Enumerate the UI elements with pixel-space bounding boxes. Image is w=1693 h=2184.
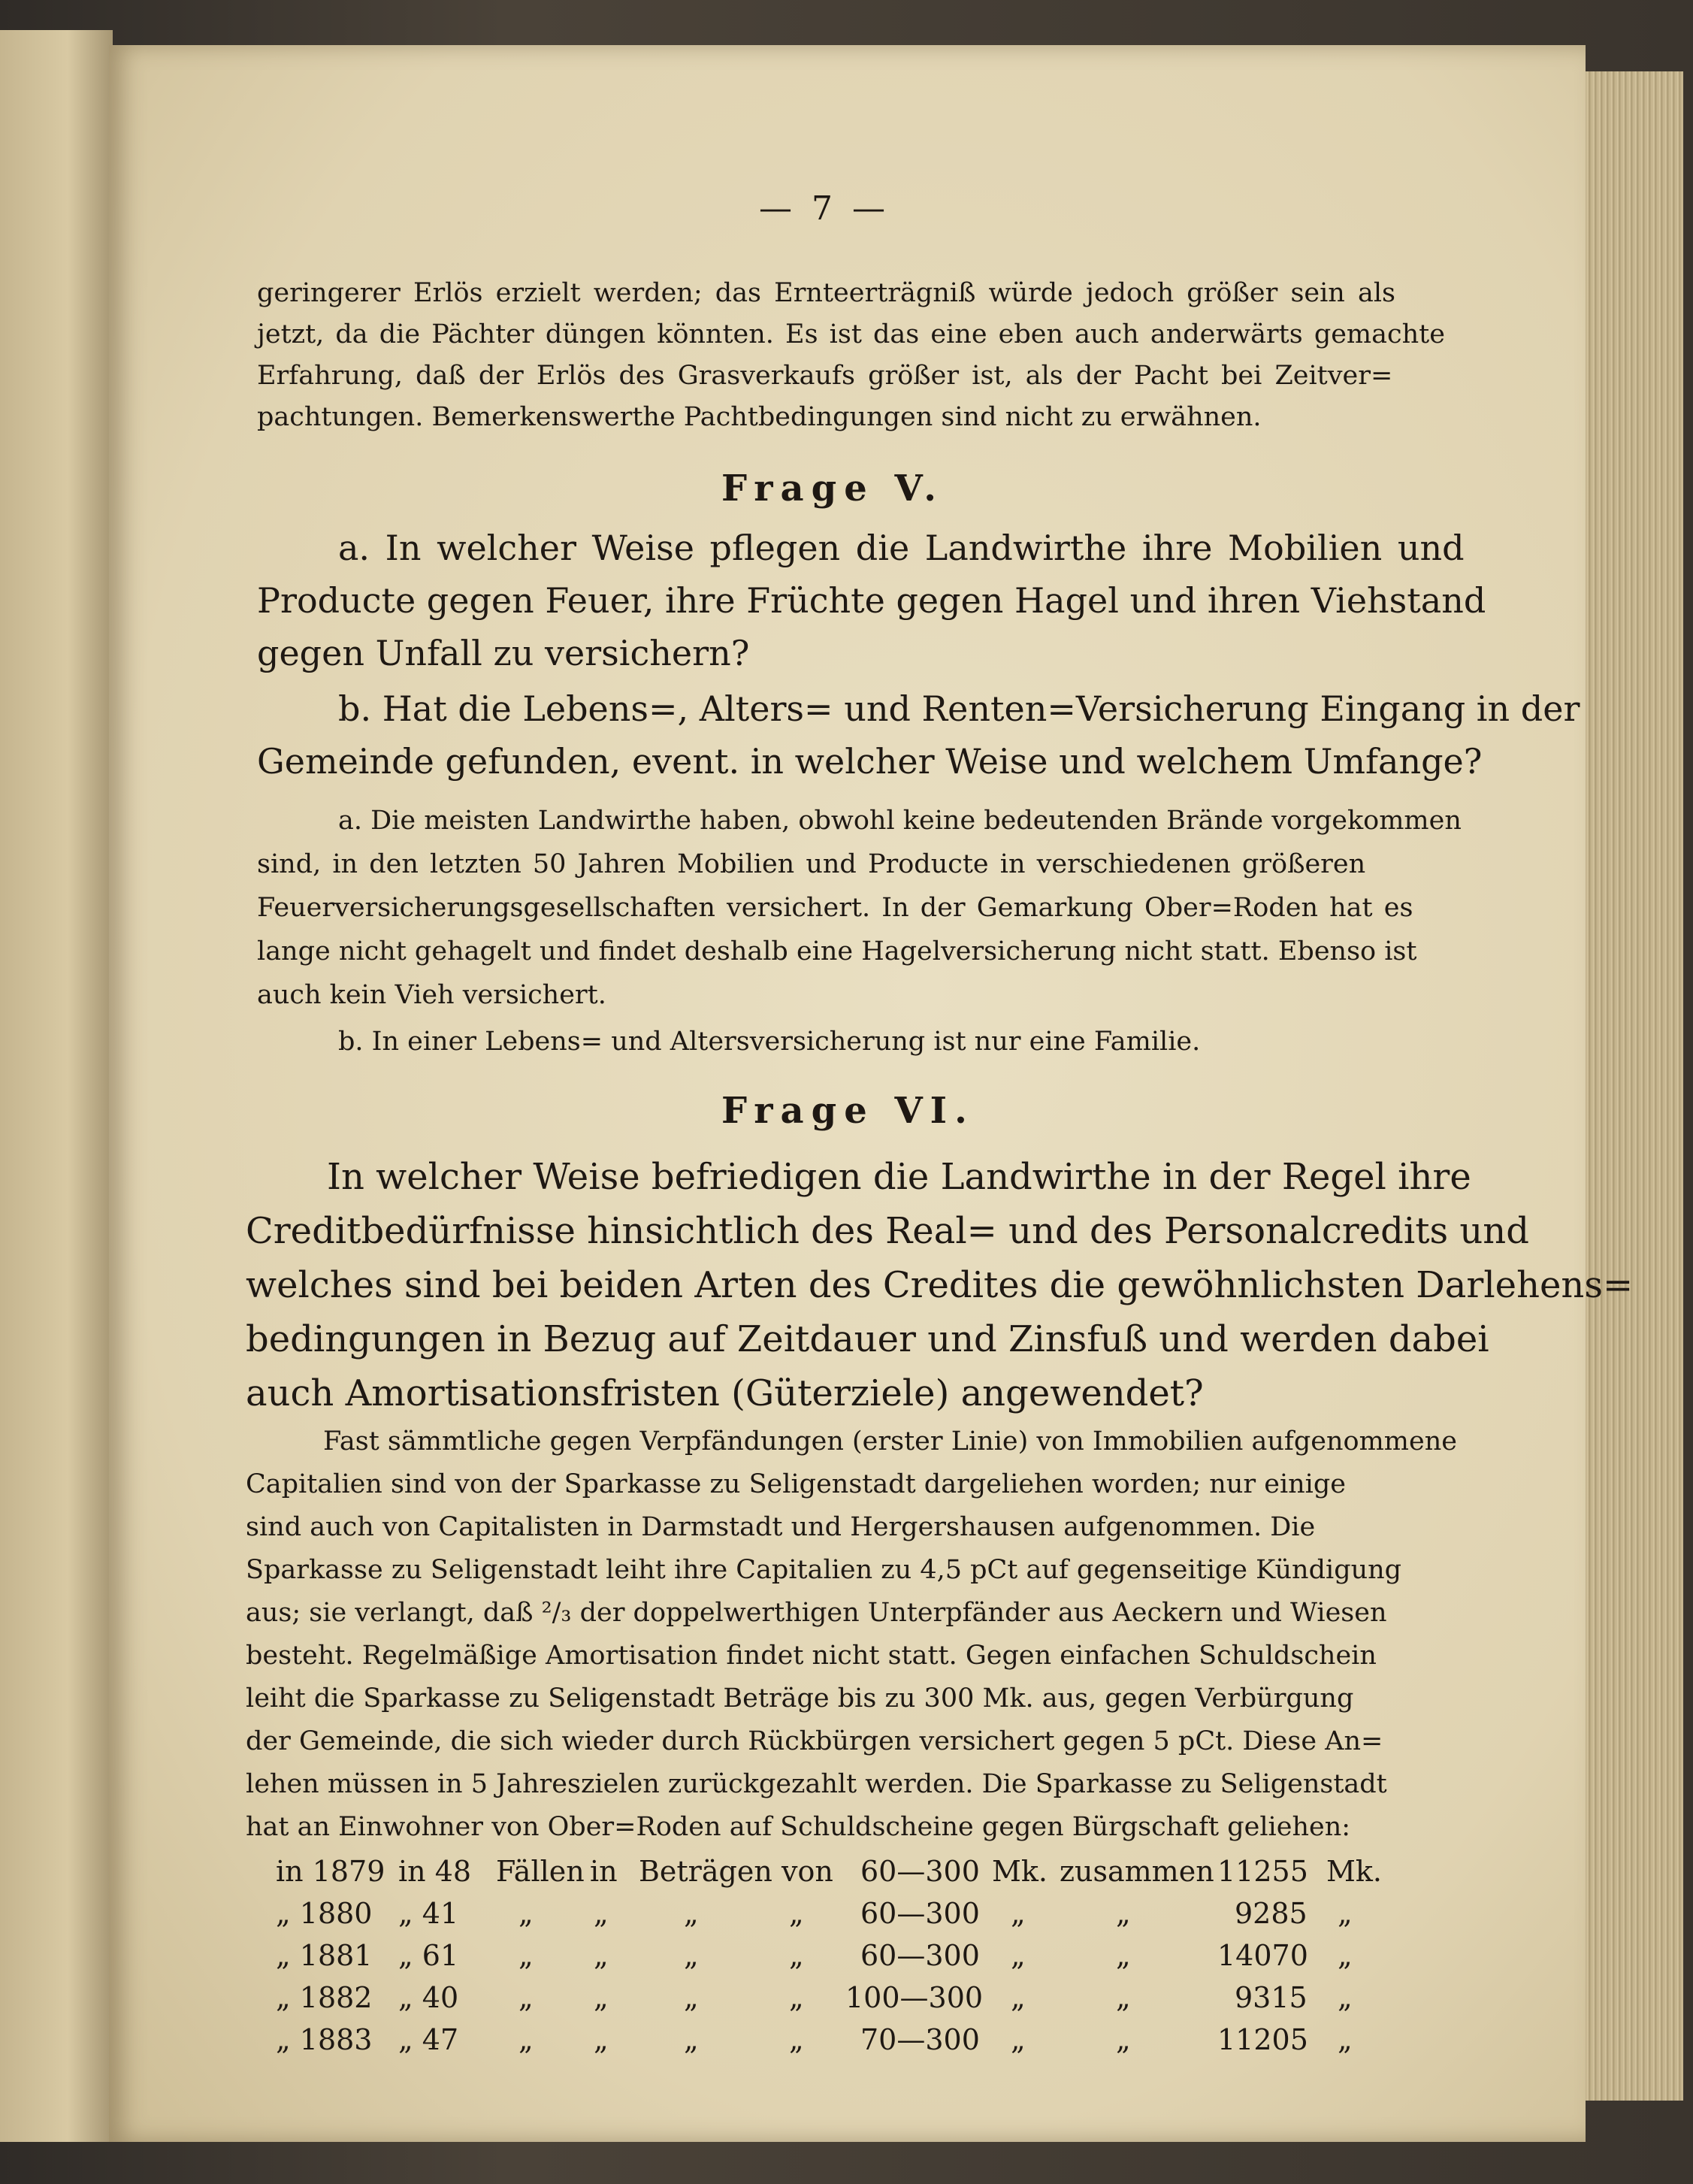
- table-cell: „: [518, 1981, 534, 2014]
- frage-6-answer-line: lehen müssen in 5 Jahreszielen zurückgezahlt werden. Die Sparkasse zu Seligenstadt: [246, 1769, 1387, 1799]
- table-cell: „: [684, 1939, 699, 1972]
- table-cell: Beträgen: [639, 1855, 772, 1888]
- table-cell: „: [1116, 1939, 1131, 1972]
- frage-5-question-line: Gemeinde gefunden, event. in welcher Weise und welchem Umfange?: [257, 741, 1483, 782]
- table-cell: „: [1011, 1981, 1026, 2014]
- frage-6-answer-line: hat an Einwohner von Ober=Roden auf Schuldscheine gegen Bürgschaft geliehen:: [246, 1812, 1351, 1842]
- table-cell-range: 60—300: [860, 1855, 980, 1888]
- table-cell: „: [1338, 2023, 1353, 2056]
- intro-line: Erfahrung, daß der Erlös des Grasverkaufs größer ist, als der Pacht bei Zeitver=: [257, 361, 1393, 391]
- table-cell: von: [782, 1855, 833, 1888]
- table-cell: Mk.: [992, 1855, 1048, 1888]
- table-cell: „: [594, 1981, 609, 2014]
- frage-6-question-line: welches sind bei beiden Arten des Credites die gewöhnlichsten Darlehens=: [246, 1264, 1634, 1306]
- table-cell: Mk.: [1326, 1855, 1383, 1888]
- frage-6-answer-line: besteht. Regelmäßige Amortisation findet nicht statt. Gegen einfachen Schuldschein: [246, 1641, 1377, 1671]
- table-cell-range: 70—300: [860, 2023, 980, 2056]
- table-cell: „: [1338, 1939, 1353, 1972]
- intro-line: pachtungen. Bemerkenswerthe Pachtbedingungen sind nicht zu erwähnen.: [257, 402, 1262, 432]
- table-cell: „: [1116, 2023, 1131, 2056]
- table-cell-total: 9315: [1235, 1981, 1308, 2014]
- frage-5-answer-line: a. Die meisten Landwirthe haben, obwohl keine bedeutenden Brände vorgekommen: [338, 806, 1462, 836]
- table-cell-year: in 1879: [276, 1855, 385, 1888]
- table-cell-year: „ 1883: [276, 2023, 373, 2056]
- table-cell-range: 60—300: [860, 1939, 980, 1972]
- frage-5-answer-line: Feuerversicherungsgesellschaften versichert. In der Gemarkung Ober=Roden hat es: [257, 893, 1413, 923]
- frage-5-heading: Frage V.: [721, 467, 944, 510]
- table-cell: „: [684, 1981, 699, 2014]
- table-cell: „: [594, 1897, 609, 1930]
- intro-line: jetzt, da die Pächter düngen könnten. Es ist das eine eben auch anderwärts gemachte: [257, 319, 1445, 349]
- frage-5-question-line: gegen Unfall zu versichern?: [257, 633, 750, 673]
- table-cell-count: „ 41: [398, 1897, 459, 1930]
- frage-6-answer-line: sind auch von Capitalisten in Darmstadt und Hergershausen aufgenommen. Die: [246, 1512, 1316, 1542]
- table-cell: „: [1338, 1897, 1353, 1930]
- table-cell: „: [518, 1897, 534, 1930]
- frage-6-answer-line: Capitalien sind von der Sparkasse zu Seligenstadt dargeliehen worden; nur einige: [246, 1469, 1346, 1499]
- table-cell: „: [789, 1981, 804, 2014]
- table-cell-total: 14070: [1217, 1939, 1308, 1972]
- table-cell: „: [1116, 1981, 1131, 2014]
- table-cell: in: [590, 1855, 618, 1888]
- frage-5-answer-line: auch kein Vieh versichert.: [257, 980, 606, 1010]
- table-cell-total: 11255: [1217, 1855, 1308, 1888]
- table-cell: „: [684, 2023, 699, 2056]
- table-cell-range: 100—300: [845, 1981, 984, 2014]
- table-cell-year: „ 1882: [276, 1981, 373, 2014]
- frage-6-heading: Frage VI.: [721, 1090, 975, 1132]
- table-cell: zusammen: [1060, 1855, 1214, 1888]
- table-cell: „: [1011, 2023, 1026, 2056]
- frage-6-answer-line: aus; sie verlangt, daß ²/₃ der doppelwerthigen Unterpfänder aus Aeckern und Wiesen: [246, 1598, 1387, 1628]
- frage-6-question-line: auch Amortisationsfristen (Güterziele) angewendet?: [246, 1372, 1204, 1414]
- frage-6-answer-line: der Gemeinde, die sich wieder durch Rückbürgen versichert gegen 5 pCt. Diese An=: [246, 1726, 1383, 1756]
- table-cell: „: [594, 1939, 609, 1972]
- table-cell-year: „ 1881: [276, 1939, 373, 1972]
- frage-6-answer-line: Sparkasse zu Seligenstadt leiht ihre Capitalien zu 4,5 pCt auf gegenseitige Kündigung: [246, 1555, 1402, 1585]
- frage-5-answer-line: b. In einer Lebens= und Altersversicherung ist nur eine Familie.: [338, 1027, 1201, 1057]
- frage-6-answer-line: Fast sämmtliche gegen Verpfändungen (erster Linie) von Immobilien aufgenommene: [323, 1426, 1457, 1457]
- frage-5-answer-line: sind, in den letzten 50 Jahren Mobilien und Producte in verschiedenen größeren: [257, 849, 1366, 879]
- table-cell-year: „ 1880: [276, 1897, 373, 1930]
- table-cell: „: [1338, 1981, 1353, 2014]
- frage-6-question-line: bedingungen in Bezug auf Zeitdauer und Zinsfuß und werden dabei: [246, 1318, 1489, 1360]
- book-page: [109, 45, 1634, 2142]
- table-cell-count: „ 40: [398, 1981, 459, 2014]
- frage-5-question-line: Producte gegen Feuer, ihre Früchte gegen Hagel und ihren Viehstand: [257, 580, 1486, 621]
- table-cell: „: [684, 1897, 699, 1930]
- page-block-edges: [1586, 71, 1683, 2101]
- table-cell-count: in 48: [398, 1855, 472, 1888]
- table-cell-total: 9285: [1235, 1897, 1308, 1930]
- table-cell-range: 60—300: [860, 1897, 980, 1930]
- page-number: — 7 —: [759, 189, 890, 228]
- frage-6-question-line: In welcher Weise befriedigen die Landwirthe in der Regel ihre: [327, 1156, 1471, 1198]
- frage-5-answer-line: lange nicht gehagelt und findet deshalb eine Hagelversicherung nicht statt. Ebenso ist: [257, 936, 1417, 966]
- table-cell: „: [1011, 1897, 1026, 1930]
- table-cell: „: [1116, 1897, 1131, 1930]
- table-cell: „: [594, 2023, 609, 2056]
- facing-page-edge: [0, 30, 113, 2142]
- table-cell: „: [1011, 1939, 1026, 1972]
- table-cell: „: [789, 1939, 804, 1972]
- table-cell-total: 11205: [1217, 2023, 1308, 2056]
- frage-6-answer-line: leiht die Sparkasse zu Seligenstadt Beträge bis zu 300 Mk. aus, gegen Verbürgung: [246, 1683, 1354, 1714]
- table-cell: Fällen: [496, 1855, 585, 1888]
- table-cell: „: [789, 2023, 804, 2056]
- table-cell: „: [789, 1897, 804, 1930]
- frage-5-question-line: a. In welcher Weise pflegen die Landwirthe ihre Mobilien und: [338, 528, 1465, 568]
- frage-5-question-line: b. Hat die Lebens=, Alters= und Renten=Versicherung Eingang in der: [338, 688, 1580, 729]
- table-cell: „: [518, 2023, 534, 2056]
- intro-line: geringerer Erlös erzielt werden; das Ernteerträgniß würde jedoch größer sein als: [257, 278, 1395, 308]
- table-cell-count: „ 47: [398, 2023, 459, 2056]
- table-cell: „: [518, 1939, 534, 1972]
- frage-6-question-line: Creditbedürfnisse hinsichtlich des Real= und des Personalcredits und: [246, 1210, 1529, 1252]
- table-cell-count: „ 61: [398, 1939, 459, 1972]
